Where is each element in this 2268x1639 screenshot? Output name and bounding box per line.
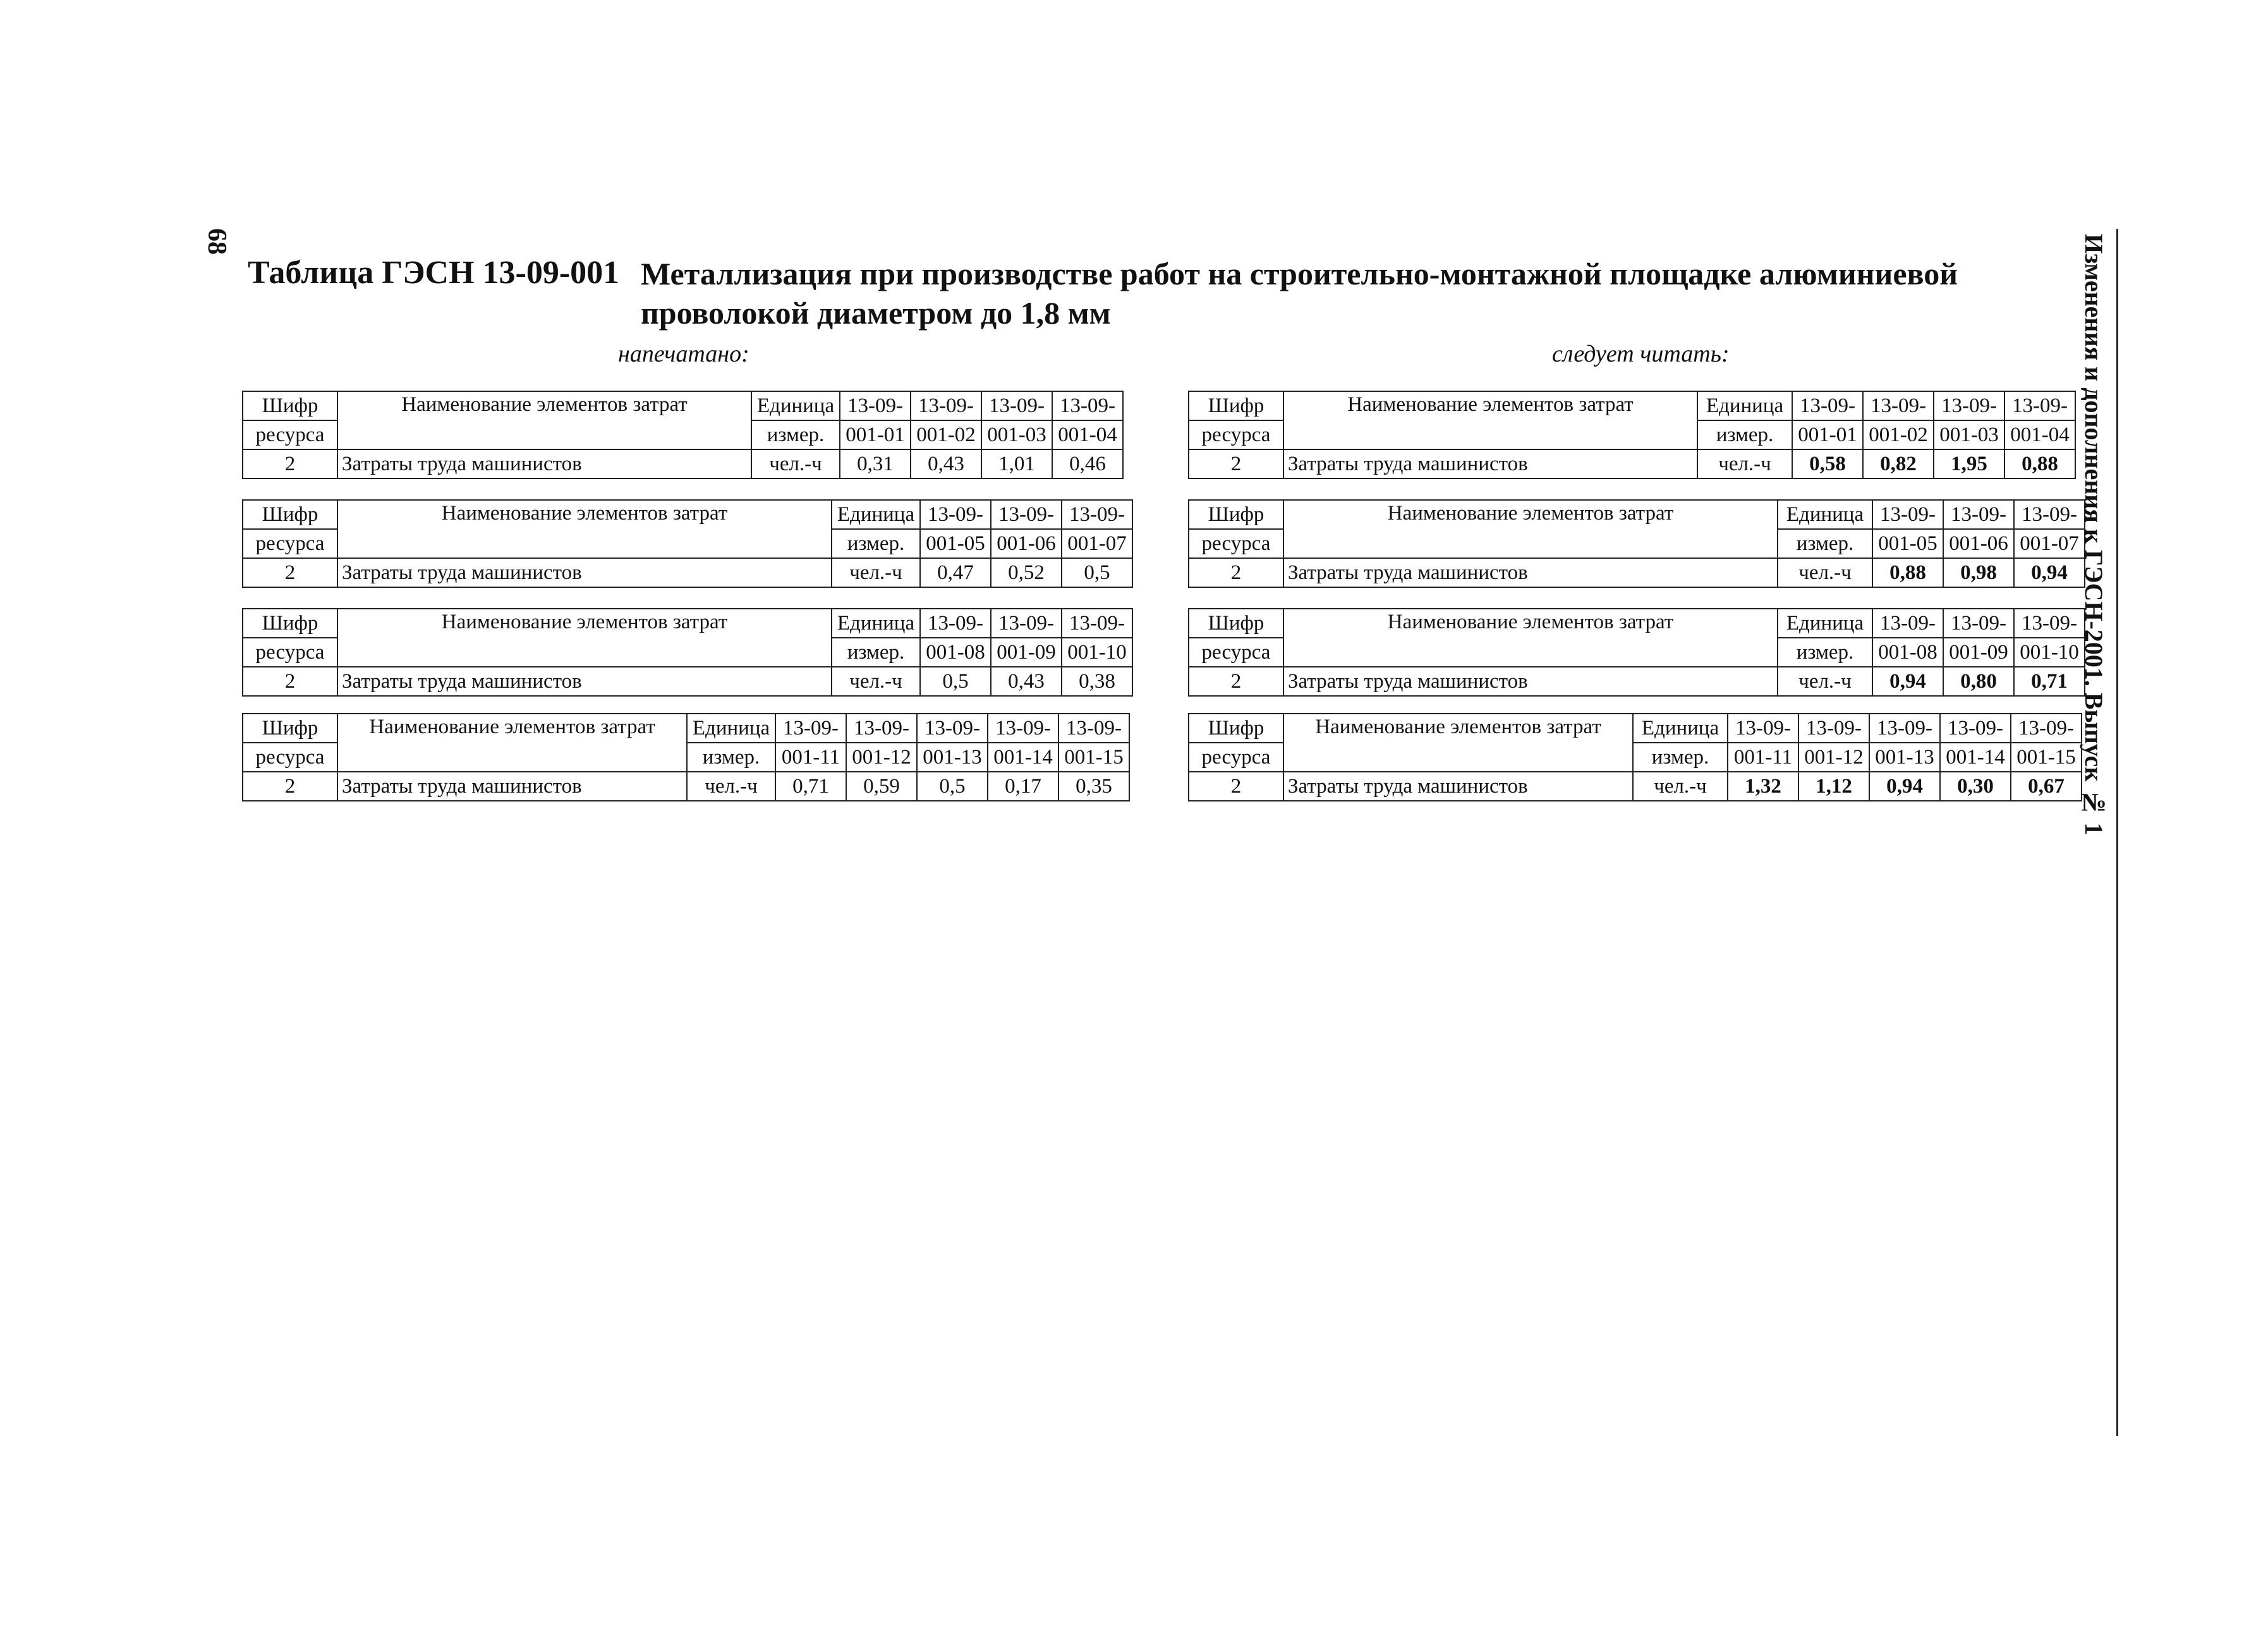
norm-code-header-line1: 13-09- bbox=[840, 391, 911, 420]
norm-value: 0,71 bbox=[2014, 667, 2085, 696]
unit-of-measure: чел.-ч bbox=[1778, 667, 1872, 696]
norm-table bbox=[242, 499, 1133, 588]
norm-value: 0,52 bbox=[991, 558, 1062, 587]
norm-table bbox=[1188, 713, 2082, 801]
norm-code-header-line2: 001-02 bbox=[1863, 420, 1934, 449]
code-header-line1: Шифр bbox=[1189, 714, 1283, 743]
norm-value: 0,59 bbox=[846, 772, 917, 801]
norm-code-header-line1: 13-09- bbox=[2004, 391, 2075, 420]
table-row bbox=[243, 772, 1129, 801]
table-row bbox=[1189, 449, 2075, 478]
norm-value: 0,67 bbox=[2011, 772, 2082, 801]
margin-rule bbox=[2116, 229, 2118, 1436]
printed-table-4 bbox=[242, 713, 1130, 801]
header-row bbox=[1189, 500, 2085, 529]
norm-code-header-line2: 001-09 bbox=[1943, 638, 2014, 667]
norm-code-header-line2: 001-04 bbox=[2004, 420, 2075, 449]
code-header-line1: Шифр bbox=[243, 609, 337, 638]
norm-code-header-line1: 13-09- bbox=[1872, 609, 1943, 638]
unit-of-measure: чел.-ч bbox=[751, 449, 840, 478]
unit-header-line1: Единица bbox=[832, 609, 920, 638]
unit-header-line1: Единица bbox=[687, 714, 775, 743]
unit-header-line2: измер. bbox=[1697, 420, 1792, 449]
norm-code-header-line1: 13-09- bbox=[1058, 714, 1129, 743]
norm-value: 0,5 bbox=[917, 772, 988, 801]
norm-code-header-line2: 001-05 bbox=[1872, 529, 1943, 558]
resource-code: 2 bbox=[243, 667, 337, 696]
norm-value: 1,32 bbox=[1728, 772, 1798, 801]
norm-code-header-line1: 13-09- bbox=[1062, 609, 1132, 638]
norm-value: 0,43 bbox=[911, 449, 981, 478]
norm-code-header-line2: 001-01 bbox=[1792, 420, 1863, 449]
norm-code-header-line2: 001-01 bbox=[840, 420, 911, 449]
norm-value: 0,47 bbox=[920, 558, 991, 587]
resource-code: 2 bbox=[1189, 449, 1283, 478]
norm-code-header-line2: 001-15 bbox=[1058, 743, 1129, 772]
table-row bbox=[243, 558, 1132, 587]
norm-value: 0,31 bbox=[840, 449, 911, 478]
header-row bbox=[243, 609, 1132, 638]
cost-element-name: Затраты труда машинистов bbox=[337, 772, 687, 801]
caption-printed: напечатано: bbox=[618, 341, 749, 367]
norm-table bbox=[1188, 391, 2076, 479]
cost-element-name: Затраты труда машинистов bbox=[1283, 449, 1697, 478]
norm-code-header-line2: 001-08 bbox=[920, 638, 991, 667]
code-header-line2: ресурса bbox=[243, 420, 337, 449]
code-header-line1: Шифр bbox=[243, 391, 337, 420]
name-header: Наименование элементов затрат bbox=[1283, 609, 1778, 667]
code-header-line2: ресурса bbox=[1189, 529, 1283, 558]
table-row bbox=[243, 667, 1132, 696]
name-header: Наименование элементов затрат bbox=[1283, 500, 1778, 558]
norm-code-header-line2: 001-05 bbox=[920, 529, 991, 558]
norm-code-header-line2: 001-11 bbox=[1728, 743, 1798, 772]
printed-table-3 bbox=[242, 608, 1133, 697]
norm-code-header-line2: 001-07 bbox=[1062, 529, 1132, 558]
header-row bbox=[1189, 714, 2082, 743]
norm-code-header-line1: 13-09- bbox=[1062, 500, 1132, 529]
cost-element-name: Затраты труда машинистов bbox=[337, 667, 832, 696]
code-header-line2: ресурса bbox=[1189, 638, 1283, 667]
unit-of-measure: чел.-ч bbox=[832, 667, 920, 696]
norm-code-header-line1: 13-09- bbox=[1798, 714, 1869, 743]
unit-header-line1: Единица bbox=[1778, 609, 1872, 638]
norm-code-header-line2: 001-13 bbox=[917, 743, 988, 772]
norm-value: 0,35 bbox=[1058, 772, 1129, 801]
code-header-line2: ресурса bbox=[243, 529, 337, 558]
code-header-line2: ресурса bbox=[1189, 420, 1283, 449]
norm-value: 0,30 bbox=[1940, 772, 2011, 801]
norm-table bbox=[1188, 608, 2085, 697]
norm-code-header-line1: 13-09- bbox=[991, 500, 1062, 529]
norm-code-header-line2: 001-04 bbox=[1052, 420, 1123, 449]
norm-code-header-line1: 13-09- bbox=[917, 714, 988, 743]
corrected-table-3 bbox=[1188, 608, 2085, 697]
norm-code-header-line2: 001-07 bbox=[2014, 529, 2085, 558]
norm-code-header-line2: 001-14 bbox=[1940, 743, 2011, 772]
norm-code-header-line1: 13-09- bbox=[1869, 714, 1940, 743]
norm-code-header-line1: 13-09- bbox=[1940, 714, 2011, 743]
unit-of-measure: чел.-ч bbox=[687, 772, 775, 801]
resource-code: 2 bbox=[1189, 667, 1283, 696]
unit-header-line1: Единица bbox=[832, 500, 920, 529]
norm-code-header-line2: 001-09 bbox=[991, 638, 1062, 667]
table-row bbox=[243, 449, 1123, 478]
norm-code-header-line1: 13-09- bbox=[846, 714, 917, 743]
name-header: Наименование элементов затрат bbox=[337, 609, 832, 667]
norm-code-header-line2: 001-15 bbox=[2011, 743, 2082, 772]
norm-table bbox=[242, 391, 1124, 479]
norm-code-header-line1: 13-09- bbox=[2014, 609, 2085, 638]
unit-of-measure: чел.-ч bbox=[1633, 772, 1728, 801]
code-header-line1: Шифр bbox=[243, 500, 337, 529]
code-header-line2: ресурса bbox=[243, 743, 337, 772]
caption-should-read: следует читать: bbox=[1552, 341, 1730, 367]
norm-value: 0,5 bbox=[1062, 558, 1132, 587]
norm-value: 0,58 bbox=[1792, 449, 1863, 478]
norm-code-header-line2: 001-02 bbox=[911, 420, 981, 449]
norm-code-header-line1: 13-09- bbox=[2011, 714, 2082, 743]
code-header-line1: Шифр bbox=[1189, 500, 1283, 529]
unit-header-line2: измер. bbox=[687, 743, 775, 772]
norm-code-header-line1: 13-09- bbox=[1863, 391, 1934, 420]
norm-value: 0,94 bbox=[1869, 772, 1940, 801]
printed-table-1 bbox=[242, 391, 1124, 479]
unit-header-line2: измер. bbox=[1778, 638, 1872, 667]
norm-code-header-line2: 001-12 bbox=[1798, 743, 1869, 772]
unit-header-line2: измер. bbox=[1778, 529, 1872, 558]
norm-code-header-line1: 13-09- bbox=[1943, 500, 2014, 529]
norm-code-header-line1: 13-09- bbox=[775, 714, 846, 743]
name-header: Наименование элементов затрат bbox=[1283, 714, 1633, 772]
norm-value: 1,12 bbox=[1798, 772, 1869, 801]
norm-code-header-line2: 001-12 bbox=[846, 743, 917, 772]
corrected-table-4 bbox=[1188, 713, 2082, 801]
norm-value: 0,5 bbox=[920, 667, 991, 696]
norm-value: 0,80 bbox=[1943, 667, 2014, 696]
norm-value: 1,95 bbox=[1934, 449, 2004, 478]
table-title: Металлизация при производстве работ на строительно-монтажной площадке алюминиевой проволокой диаметром до 1,8 мм bbox=[641, 256, 1958, 331]
corrected-table-1 bbox=[1188, 391, 2076, 479]
code-header-line1: Шифр bbox=[243, 714, 337, 743]
table-row bbox=[1189, 667, 2085, 696]
norm-code-header-line1: 13-09- bbox=[1872, 500, 1943, 529]
cost-element-name: Затраты труда машинистов bbox=[337, 449, 751, 478]
unit-header-line1: Единица bbox=[1697, 391, 1792, 420]
unit-header-line1: Единица bbox=[1778, 500, 1872, 529]
norm-code-header-line2: 001-06 bbox=[1943, 529, 2014, 558]
resource-code: 2 bbox=[243, 449, 337, 478]
resource-code: 2 bbox=[1189, 558, 1283, 587]
norm-value: 0,82 bbox=[1863, 449, 1934, 478]
unit-header-line2: измер. bbox=[751, 420, 840, 449]
norm-value: 0,94 bbox=[1872, 667, 1943, 696]
norm-value: 0,71 bbox=[775, 772, 846, 801]
name-header: Наименование элементов затрат bbox=[337, 391, 751, 449]
table-label: Таблица ГЭСН 13-09-001 bbox=[248, 255, 620, 291]
header-row bbox=[243, 500, 1132, 529]
unit-of-measure: чел.-ч bbox=[832, 558, 920, 587]
norm-code-header-line1: 13-09- bbox=[1728, 714, 1798, 743]
name-header: Наименование элементов затрат bbox=[337, 714, 687, 772]
norm-code-header-line1: 13-09- bbox=[911, 391, 981, 420]
norm-code-header-line2: 001-13 bbox=[1869, 743, 1940, 772]
norm-code-header-line2: 001-08 bbox=[1872, 638, 1943, 667]
norm-table bbox=[1188, 499, 2085, 588]
unit-of-measure: чел.-ч bbox=[1778, 558, 1872, 587]
norm-value: 0,17 bbox=[988, 772, 1058, 801]
norm-value: 1,01 bbox=[981, 449, 1052, 478]
cost-element-name: Затраты труда машинистов bbox=[1283, 558, 1778, 587]
resource-code: 2 bbox=[1189, 772, 1283, 801]
norm-code-header-line1: 13-09- bbox=[981, 391, 1052, 420]
norm-code-header-line2: 001-10 bbox=[2014, 638, 2085, 667]
norm-code-header-line1: 13-09- bbox=[1934, 391, 2004, 420]
norm-code-header-line1: 13-09- bbox=[988, 714, 1058, 743]
header-row bbox=[243, 391, 1123, 420]
norm-code-header-line2: 001-11 bbox=[775, 743, 846, 772]
cost-element-name: Затраты труда машинистов bbox=[1283, 667, 1778, 696]
cost-element-name: Затраты труда машинистов bbox=[1283, 772, 1633, 801]
norm-code-header-line2: 001-06 bbox=[991, 529, 1062, 558]
norm-value: 0,98 bbox=[1943, 558, 2014, 587]
code-header-line1: Шифр bbox=[1189, 609, 1283, 638]
norm-code-header-line2: 001-10 bbox=[1062, 638, 1132, 667]
unit-of-measure: чел.-ч bbox=[1697, 449, 1792, 478]
header-row bbox=[1189, 391, 2075, 420]
corrected-table-2 bbox=[1188, 499, 2085, 588]
table-row bbox=[1189, 558, 2085, 587]
norm-code-header-line1: 13-09- bbox=[2014, 500, 2085, 529]
printed-table-2 bbox=[242, 499, 1133, 588]
code-header-line2: ресурса bbox=[243, 638, 337, 667]
norm-code-header-line1: 13-09- bbox=[1052, 391, 1123, 420]
norm-value: 0,88 bbox=[1872, 558, 1943, 587]
norm-value: 0,46 bbox=[1052, 449, 1123, 478]
unit-header-line1: Единица bbox=[751, 391, 840, 420]
page-number: 68 bbox=[202, 228, 231, 255]
norm-code-header-line1: 13-09- bbox=[1792, 391, 1863, 420]
name-header: Наименование элементов затрат bbox=[337, 500, 832, 558]
norm-table bbox=[242, 608, 1133, 697]
norm-value: 0,88 bbox=[2004, 449, 2075, 478]
norm-code-header-line1: 13-09- bbox=[920, 500, 991, 529]
resource-code: 2 bbox=[243, 772, 337, 801]
resource-code: 2 bbox=[243, 558, 337, 587]
norm-code-header-line2: 001-03 bbox=[1934, 420, 2004, 449]
code-header-line2: ресурса bbox=[1189, 743, 1283, 772]
norm-code-header-line1: 13-09- bbox=[991, 609, 1062, 638]
norm-code-header-line1: 13-09- bbox=[920, 609, 991, 638]
unit-header-line2: измер. bbox=[832, 529, 920, 558]
header-row bbox=[1189, 609, 2085, 638]
norm-code-header-line1: 13-09- bbox=[1943, 609, 2014, 638]
norm-value: 0,94 bbox=[2014, 558, 2085, 587]
table-row bbox=[1189, 772, 2082, 801]
code-header-line1: Шифр bbox=[1189, 391, 1283, 420]
norm-table bbox=[242, 713, 1130, 801]
header-row bbox=[243, 714, 1129, 743]
cost-element-name: Затраты труда машинистов bbox=[337, 558, 832, 587]
running-head: Изменения и дополнения к ГЭСН-2001. Выпуск № 1 bbox=[2080, 234, 2108, 836]
unit-header-line1: Единица bbox=[1633, 714, 1728, 743]
norm-value: 0,43 bbox=[991, 667, 1062, 696]
name-header: Наименование элементов затрат bbox=[1283, 391, 1697, 449]
norm-code-header-line2: 001-14 bbox=[988, 743, 1058, 772]
norm-code-header-line2: 001-03 bbox=[981, 420, 1052, 449]
unit-header-line2: измер. bbox=[832, 638, 920, 667]
unit-header-line2: измер. bbox=[1633, 743, 1728, 772]
norm-value: 0,38 bbox=[1062, 667, 1132, 696]
